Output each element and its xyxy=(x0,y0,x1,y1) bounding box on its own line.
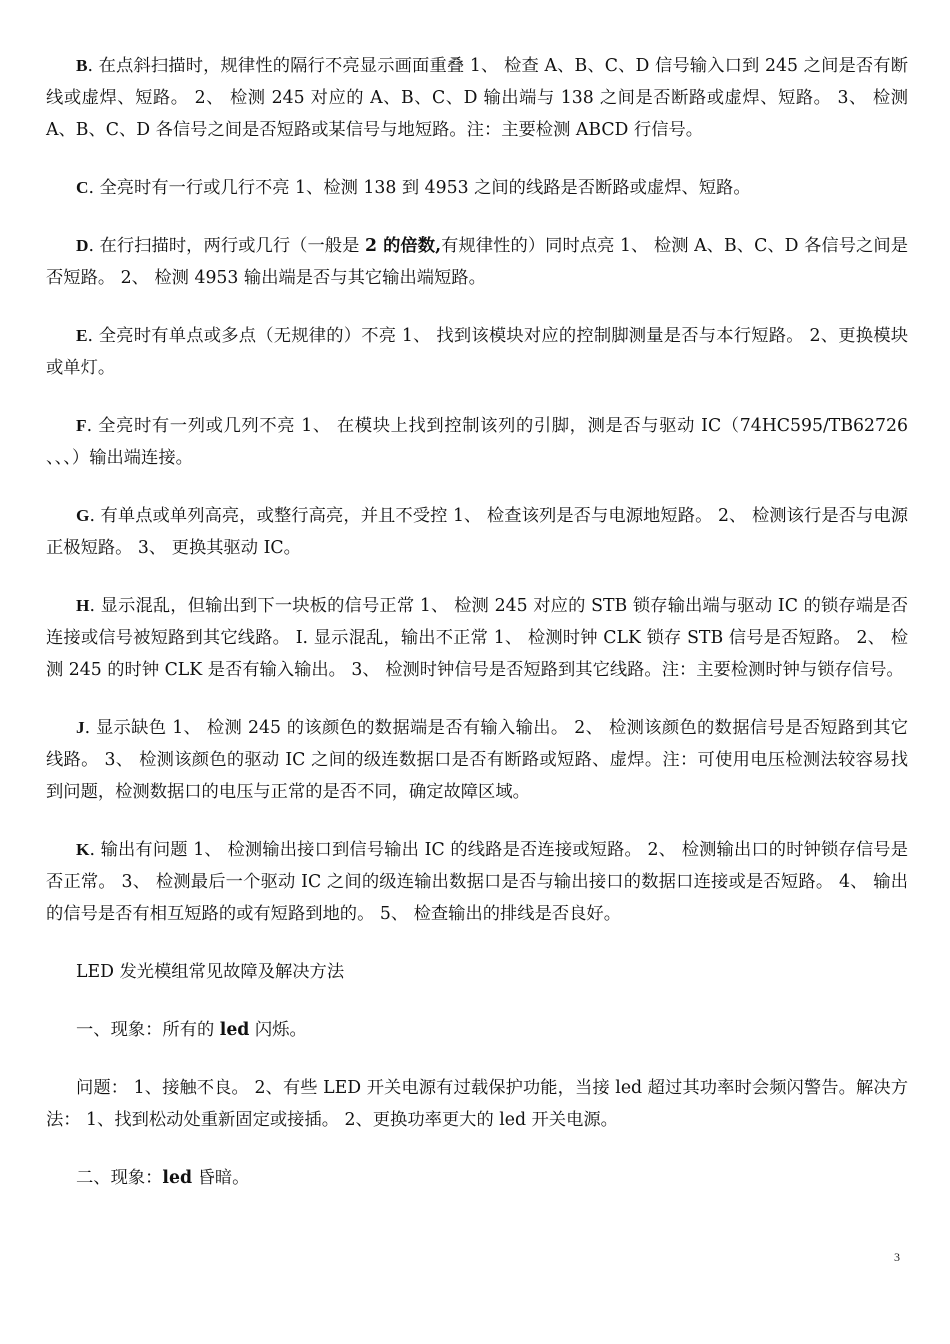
paragraph-k xyxy=(46,834,908,930)
phenomenon-prefix: 一、现象：所有的 xyxy=(76,1020,220,1040)
paragraph-text: . 在行扫描时，两行或几行（一般是 xyxy=(88,236,366,256)
item-label: H xyxy=(76,596,90,615)
item-label: F xyxy=(76,416,87,435)
phenomenon-prefix: 二、现象： xyxy=(76,1168,163,1188)
page-number: 3 xyxy=(894,1250,900,1264)
paragraph-bold-text: 2 的倍数, xyxy=(365,236,442,256)
paragraph-f xyxy=(46,410,908,474)
paragraph-text: . 在点斜扫描时，规律性的隔行不亮显示画面重叠 1、 检查 A、B、C、D 信号输入口到 245 之间是否有断线或虚焊、短路。 2、 检测 245 对应的 A、B、C、D 输出端与 138 之间是否断路或虚焊、短路。 3、 检测 A、B、C、D 各信号之间是否短路或某信号与地短路。注：主要检测 ABCD 行信号。 xyxy=(46,56,908,140)
item-label: B xyxy=(76,56,88,75)
phenomenon-suffix: 闪烁。 xyxy=(249,1020,307,1040)
item-label: K xyxy=(76,840,90,859)
paragraph-b xyxy=(46,50,908,146)
item-label: G xyxy=(76,506,90,525)
item-label: J xyxy=(76,718,85,737)
paragraph-h xyxy=(46,590,908,686)
phenomenon-1 xyxy=(46,1014,908,1046)
phenomenon-suffix: 昏暗。 xyxy=(192,1168,250,1188)
document-page xyxy=(46,50,908,1194)
item-label: D xyxy=(76,236,89,255)
paragraph-text: . 显示缺色 1、 检测 245 的该颜色的数据端是否有输入输出。 2、 检测该颜色的数据信号是否短路到其它线路。 3、 检测该颜色的驱动 IC 之间的级连数据口是否有断路或短路、虚焊。注：可使用电压检测法较容易找到问题，检测数据口的电压与正常的是否不同，确定故障区域。 xyxy=(46,718,908,802)
paragraph-e xyxy=(46,320,908,384)
section-title: LED 发光模组常见故障及解决方法 xyxy=(76,962,345,982)
paragraph-c xyxy=(46,172,908,204)
paragraph-text: . 全亮时有一行或几行不亮 1、检测 138 到 4953 之间的线路是否断路或虚焊、短路。 xyxy=(88,178,751,198)
paragraph-text: . 显示混乱，但输出到下一块板的信号正常 1、 检测 245 对应的 STB 锁存输出端与驱动 IC 的锁存端是否连接或信号被短路到其它线路。 I. 显示混乱，输出不正常 1、 检测时钟 CLK 锁存 STB 信号是否短路。 2、 检测 245 的时钟 CLK 是否有输入输出。 3、 检测时钟信号是否短路到其它线路。注：主要检测时钟与锁存信号。 xyxy=(46,596,908,680)
phenomenon-2 xyxy=(46,1162,908,1194)
paragraph-text: . 全亮时有单点或多点（无规律的）不亮 1、 找到该模块对应的控制脚测量是否与本行短路。 2、更换模块或单灯。 xyxy=(46,326,908,378)
paragraph-text: . 全亮时有一列或几列不亮 1、 在模块上找到控制该列的引脚，测是否与驱动 IC（74HC595/TB62726 、、、）输出端连接。 xyxy=(46,416,908,468)
phenomenon-bold-term: led xyxy=(162,1168,193,1188)
paragraph-text: . 输出有问题 1、 检测输出接口到信号输出 IC 的线路是否连接或短路。 2、 检测输出口的时钟锁存信号是否正常。 3、 检测最后一个驱动 IC 之间的级连输出数据口是否与输出接口的数据口连接或是否短路。 4、 输出的信号是否有相互短路的或有短路到地的。 5、 检查输出的排线是否良好。 xyxy=(46,840,908,924)
paragraph-j xyxy=(46,712,908,808)
item-label: E xyxy=(76,326,88,345)
item-label: C xyxy=(76,178,89,197)
paragraph-text: 有规律性的）同时点亮 1、 检测 A、B、C、D 各信号之间是否短路。 2、 检测 4953 输出端是否与其它输出端短路。 xyxy=(46,236,908,288)
paragraph-g xyxy=(46,500,908,564)
paragraph-text: . 有单点或单列高亮，或整行高亮，并且不受控 1、 检查该列是否与电源地短路。 2、 检测该行是否与电源正极短路。 3、 更换其驱动 IC。 xyxy=(46,506,908,558)
phenomenon-bold-term: led xyxy=(219,1020,250,1040)
problem-1: 问题： 1、接触不良。 2、有些 LED 开关电源有过载保护功能，当接 led 超过其功率时会频闪警告。解决方法： 1、找到松动处重新固定或接插。 2、更换功率更大的 led 开关电源。 xyxy=(46,1078,908,1130)
paragraph-d xyxy=(46,230,908,294)
